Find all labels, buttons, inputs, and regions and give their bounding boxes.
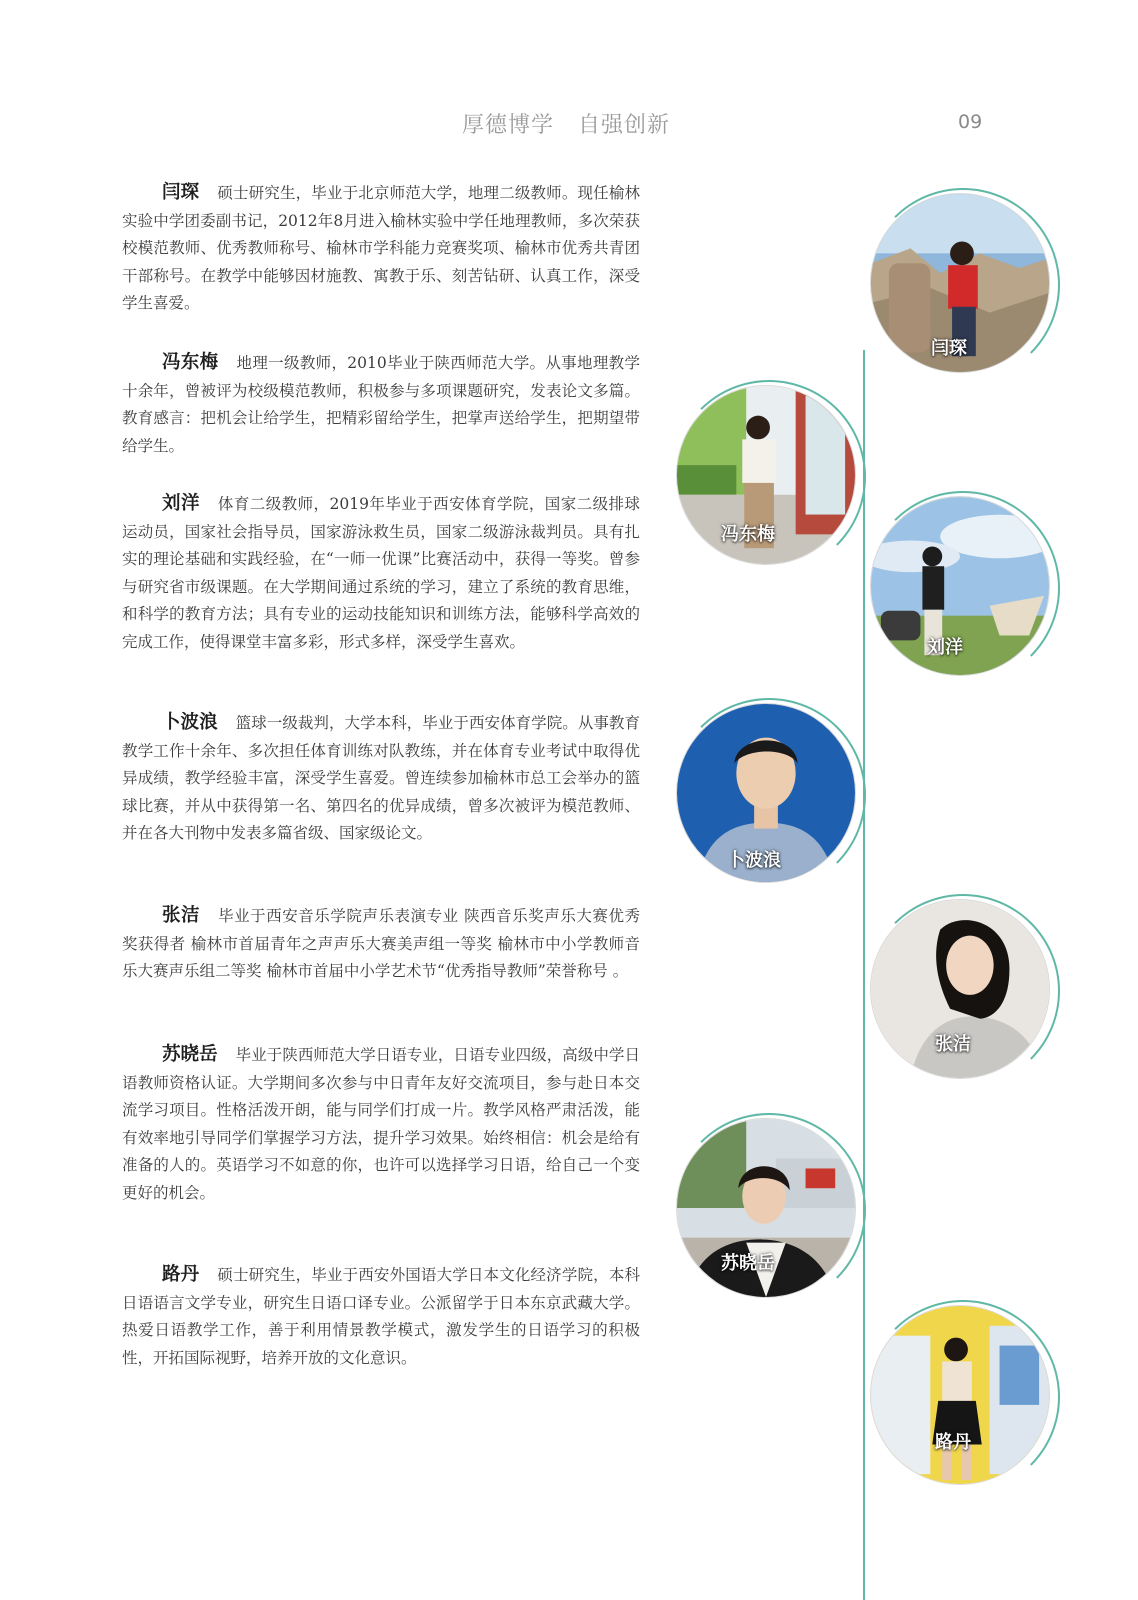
teacher-bio: 硕士研究生，毕业于西安外国语大学日本文化经济学院，本科日语语言文学专业，研究生日语口译专业。公派留学于日本东京武藏大学。热爱日语教学工作，善于利用情景教学模式，激发学生的日语学习的积极性，开拓国际视野，培养开放的文化意识。 — [122, 1266, 640, 1367]
bio-block — [122, 1261, 640, 1372]
teacher-photo — [676, 1118, 856, 1298]
teacher-name: 路丹 — [162, 1264, 200, 1285]
teacher-photo — [870, 899, 1050, 1079]
bio-block — [122, 490, 640, 656]
teacher-name: 卜波浪 — [162, 712, 218, 733]
photo-caption: 张洁 — [935, 1034, 971, 1055]
photo-caption: 路丹 — [935, 1432, 971, 1453]
bio-block — [122, 709, 640, 848]
timeline-line — [863, 350, 865, 1600]
teacher-name: 刘洋 — [162, 493, 200, 514]
teacher-photo — [870, 496, 1050, 676]
teacher-photo — [870, 1305, 1050, 1485]
teacher-bio: 地理一级教师，2010毕业于陕西师范大学。从事地理教学十余年，曾被评为校级模范教师，积极参与多项课题研究，发表论文多篇。教育感言：把机会让给学生，把精彩留给学生，把掌声送给学生，把期望带给学生。 — [122, 354, 640, 455]
bio-block — [122, 349, 640, 460]
page-number: 09 — [958, 111, 983, 133]
header-motto: 厚德博学 自强创新 — [462, 113, 670, 138]
bio-block — [122, 179, 640, 318]
photo-caption: 冯东梅 — [721, 524, 775, 545]
teacher-bio: 硕士研究生，毕业于北京师范大学，地理二级教师。现任榆林实验中学团委副书记，2012年8月进入榆林实验中学任地理教师，多次荣获校模范教师、优秀教师称号、榆林市学科能力竞赛奖项、榆林市优秀共青团干部称号。在教学中能够因材施教、寓教于乐、刻苦钻研、认真工作，深受学生喜爱。 — [122, 184, 640, 312]
photo-caption: 卜波浪 — [727, 850, 781, 871]
bio-block — [122, 902, 640, 986]
teacher-photo — [870, 193, 1050, 373]
teacher-bio: 篮球一级裁判，大学本科，毕业于西安体育学院。从事教育教学工作十余年、多次担任体育训练对队教练，并在体育专业考试中取得优异成绩，教学经验丰富，深受学生喜爱。曾连续参加榆林市总工会举办的篮球比赛，并从中获得第一名、第四名的优异成绩，曾多次被评为模范教师、并在各大刊物中发表多篇省级、国家级论文。 — [122, 714, 640, 842]
teacher-bio: 体育二级教师，2019年毕业于西安体育学院，国家二级排球运动员，国家社会指导员，国家游泳救生员，国家二级游泳裁判员。具有扎实的理论基础和实践经验，在“一师一优课”比赛活动中，获得一等奖。曾参与研究省市级课题。在大学期间通过系统的学习，建立了系统的教育思维，和科学的教育方法；具有专业的运动技能知识和训练方法，能够科学高效的完成工作，使得课堂丰富多彩，形式多样，深受学生喜欢。 — [122, 495, 640, 651]
teacher-name: 苏晓岳 — [162, 1044, 218, 1065]
teacher-bio: 毕业于西安音乐学院声乐表演专业 陕西音乐奖声乐大赛优秀奖获得者 榆林市首届青年之声声乐大赛美声组一等奖 榆林市中小学教师音乐大赛声乐组二等奖 榆林市首届中小学艺术节“优秀指导教师”荣誉称号 。 — [122, 907, 640, 980]
teacher-photo — [676, 385, 856, 565]
teacher-name: 闫琛 — [162, 182, 200, 203]
photo-caption: 苏晓岳 — [721, 1253, 775, 1274]
teacher-name: 冯东梅 — [162, 352, 219, 373]
teacher-bio: 毕业于陕西师范大学日语专业，日语专业四级，高级中学日语教师资格认证。大学期间多次参与中日青年友好交流项目，参与赴日本交流学习项目。性格活泼开朗，能与同学们打成一片。教学风格严肃活泼，能有效率地引导同学们掌握学习方法，提升学习效果。始终相信：机会是给有准备的人的。英语学习不如意的你，也许可以选择学习日语，给自己一个变更好的机会。 — [122, 1046, 640, 1202]
teacher-name: 张洁 — [162, 905, 201, 926]
photo-caption: 闫琛 — [931, 338, 967, 359]
photo-caption: 刘洋 — [927, 637, 963, 658]
bio-block — [122, 1041, 640, 1207]
teacher-photo — [676, 703, 856, 883]
